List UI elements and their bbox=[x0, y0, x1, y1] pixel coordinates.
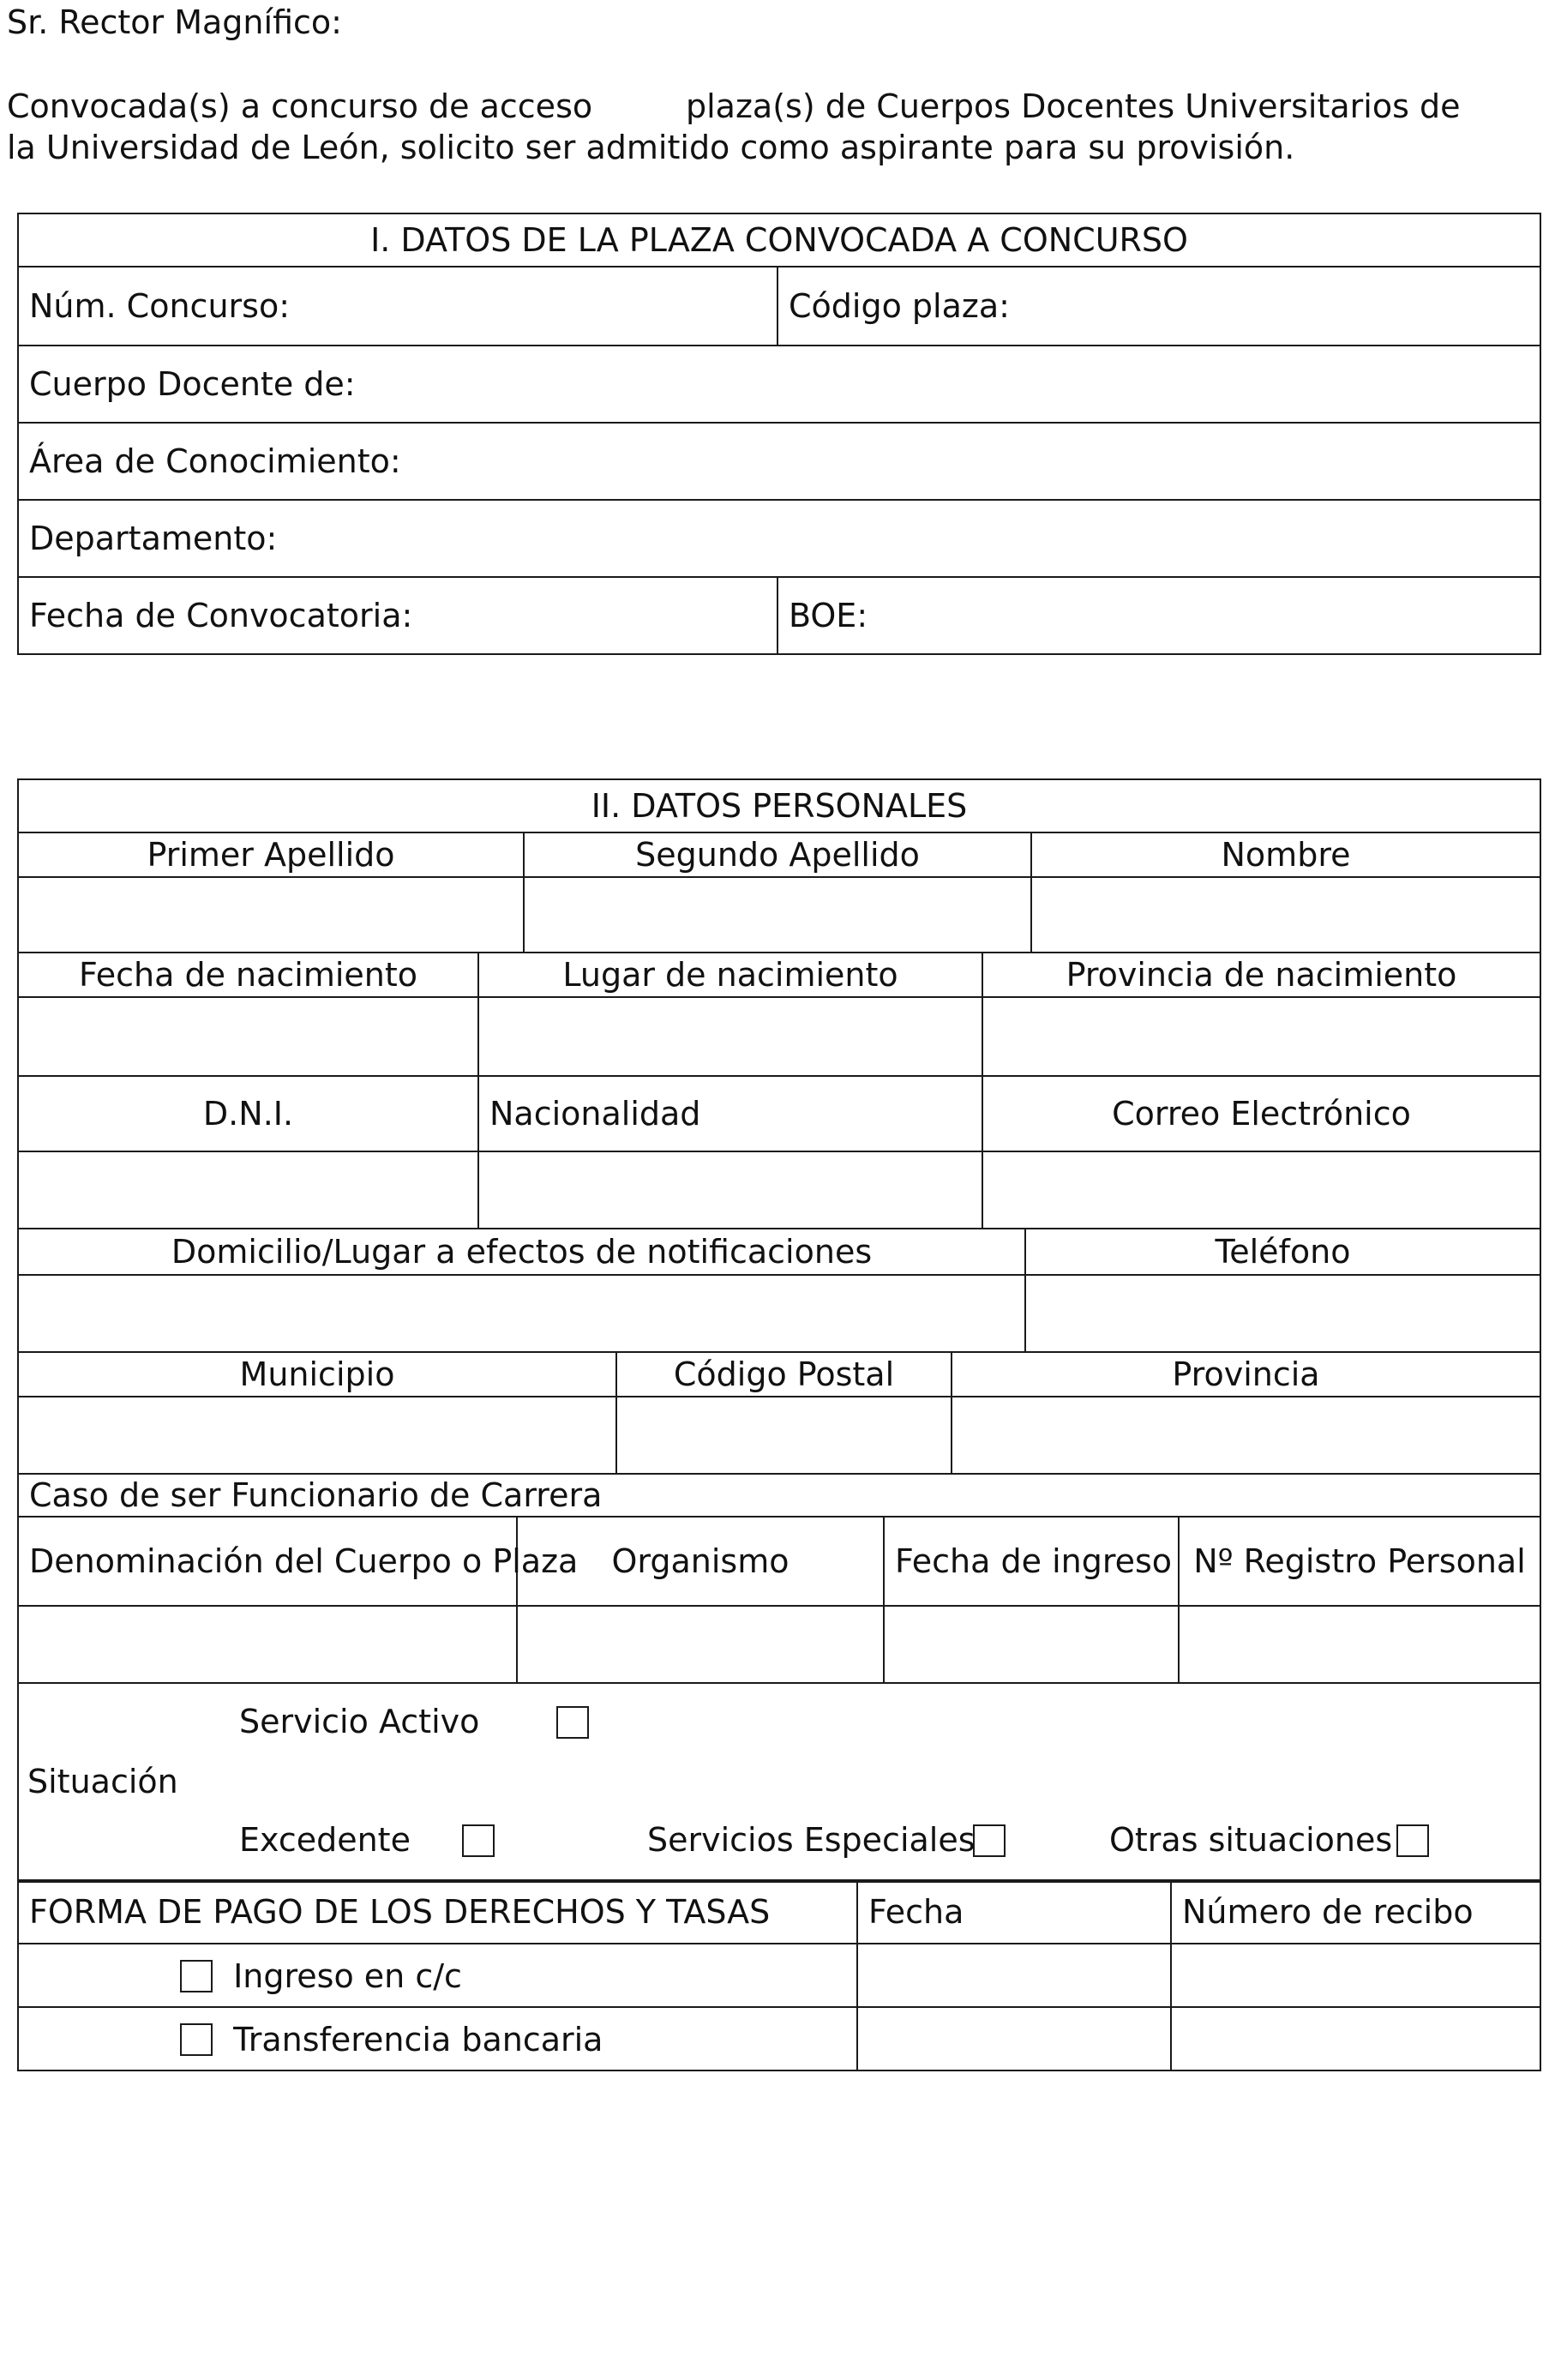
fecha-convocatoria-field[interactable]: Fecha de Convocatoria: bbox=[18, 577, 778, 654]
domicilio-input[interactable] bbox=[18, 1275, 1025, 1352]
fecha-nacimiento-label: Fecha de nacimiento bbox=[18, 953, 478, 997]
dni-label: D.N.I. bbox=[18, 1076, 478, 1151]
nacionalidad-input[interactable] bbox=[478, 1151, 982, 1229]
ingreso-fecha-input[interactable] bbox=[857, 1944, 1171, 2007]
correo-input[interactable] bbox=[982, 1151, 1540, 1229]
excedente-label: Excedente bbox=[239, 1821, 411, 1859]
primer-apellido-input[interactable] bbox=[18, 877, 524, 953]
num-concurso-field[interactable]: Núm. Concurso: bbox=[18, 267, 778, 346]
telefono-label: Teléfono bbox=[1025, 1229, 1540, 1275]
nombre-label: Nombre bbox=[1031, 832, 1540, 877]
transferencia-label: Transferencia bancaria bbox=[233, 2021, 603, 2059]
fecha-ingreso-label: Fecha de ingreso bbox=[884, 1517, 1179, 1606]
transferencia-fecha-input[interactable] bbox=[857, 2007, 1171, 2070]
correo-label: Correo Electrónico bbox=[982, 1076, 1540, 1151]
section2-birth-table bbox=[17, 952, 1541, 1229]
telefono-input[interactable] bbox=[1025, 1275, 1540, 1352]
transferencia-checkbox[interactable] bbox=[180, 2023, 213, 2056]
primer-apellido-label: Primer Apellido bbox=[18, 832, 524, 877]
servicio-activo-checkbox[interactable] bbox=[556, 1706, 589, 1739]
payment-recibo-label: Número de recibo bbox=[1171, 1880, 1540, 1944]
transferencia-recibo-input[interactable] bbox=[1171, 2007, 1540, 2070]
ingreso-label: Ingreso en c/c bbox=[233, 1957, 462, 1996]
salutation: Sr. Rector Magnífico: bbox=[7, 3, 342, 41]
provincia-nacimiento-label: Provincia de nacimiento bbox=[982, 953, 1540, 997]
provincia-label: Provincia bbox=[952, 1352, 1540, 1397]
area-conocimiento-field[interactable]: Área de Conocimiento: bbox=[18, 423, 1540, 500]
provincia-nacimiento-input[interactable] bbox=[982, 997, 1540, 1076]
provincia-input[interactable] bbox=[952, 1397, 1540, 1474]
organismo-input[interactable] bbox=[517, 1606, 884, 1683]
ingreso-checkbox[interactable] bbox=[180, 1960, 213, 1992]
section2-address-table bbox=[17, 1228, 1541, 1353]
intro-line2: la Universidad de León, solicito ser admitido como aspirante para su provisión. bbox=[7, 129, 1295, 166]
denominacion-input[interactable] bbox=[18, 1606, 517, 1683]
nacionalidad-label: Nacionalidad bbox=[478, 1076, 982, 1151]
departamento-field[interactable]: Departamento: bbox=[18, 500, 1540, 577]
funcionario-heading: Caso de ser Funcionario de Carrera bbox=[18, 1474, 1540, 1517]
lugar-nacimiento-label: Lugar de nacimiento bbox=[478, 953, 982, 997]
otras-situaciones-checkbox[interactable] bbox=[1396, 1824, 1429, 1857]
registro-personal-label: Nº Registro Personal bbox=[1179, 1517, 1540, 1606]
section2-funcionario-table bbox=[17, 1516, 1541, 1883]
section2-location-table bbox=[17, 1351, 1541, 1518]
situacion-cell bbox=[18, 1683, 1540, 1882]
intro-line1-a: Convocada(s) a concurso de acceso bbox=[7, 87, 593, 125]
nombre-input[interactable] bbox=[1031, 877, 1540, 953]
situacion-label: Situación bbox=[27, 1763, 178, 1800]
section2-names-table bbox=[17, 778, 1541, 953]
servicios-especiales-checkbox[interactable] bbox=[973, 1824, 1006, 1857]
section2-title: II. DATOS PERSONALES bbox=[18, 779, 1540, 832]
municipio-input[interactable] bbox=[18, 1397, 616, 1474]
transferencia-option[interactable] bbox=[18, 2007, 857, 2070]
payment-fecha-label: Fecha bbox=[857, 1880, 1171, 1944]
payment-title: FORMA DE PAGO DE LOS DERECHOS Y TASAS bbox=[18, 1880, 857, 1944]
dni-input[interactable] bbox=[18, 1151, 478, 1229]
segundo-apellido-input[interactable] bbox=[524, 877, 1031, 953]
boe-field[interactable]: BOE: bbox=[778, 577, 1540, 654]
registro-personal-input[interactable] bbox=[1179, 1606, 1540, 1683]
codigo-postal-label: Código Postal bbox=[616, 1352, 952, 1397]
intro-line1-b: plaza(s) de Cuerpos Docentes Universitarios de bbox=[686, 87, 1461, 125]
servicios-especiales-label: Servicios Especiales bbox=[647, 1821, 976, 1859]
section1-table bbox=[17, 213, 1541, 655]
section1-title: I. DATOS DE LA PLAZA CONVOCADA A CONCURSO bbox=[18, 213, 1540, 267]
ingreso-recibo-input[interactable] bbox=[1171, 1944, 1540, 2007]
fecha-ingreso-input[interactable] bbox=[884, 1606, 1179, 1683]
lugar-nacimiento-input[interactable] bbox=[478, 997, 982, 1076]
codigo-plaza-field[interactable]: Código plaza: bbox=[778, 267, 1540, 346]
domicilio-label: Domicilio/Lugar a efectos de notificaciones bbox=[18, 1229, 1025, 1275]
codigo-postal-input[interactable] bbox=[616, 1397, 952, 1474]
denominacion-label: Denominación del Cuerpo o Plaza bbox=[18, 1517, 517, 1606]
organismo-label: Organismo bbox=[517, 1517, 884, 1606]
payment-table bbox=[17, 1879, 1541, 2071]
fecha-nacimiento-input[interactable] bbox=[18, 997, 478, 1076]
otras-situaciones-label: Otras situaciones bbox=[1109, 1821, 1393, 1859]
excedente-checkbox[interactable] bbox=[462, 1824, 495, 1857]
municipio-label: Municipio bbox=[18, 1352, 616, 1397]
cuerpo-docente-field[interactable]: Cuerpo Docente de: bbox=[18, 346, 1540, 423]
ingreso-option[interactable] bbox=[18, 1944, 857, 2007]
servicio-activo-label: Servicio Activo bbox=[239, 1703, 480, 1740]
segundo-apellido-label: Segundo Apellido bbox=[524, 832, 1031, 877]
